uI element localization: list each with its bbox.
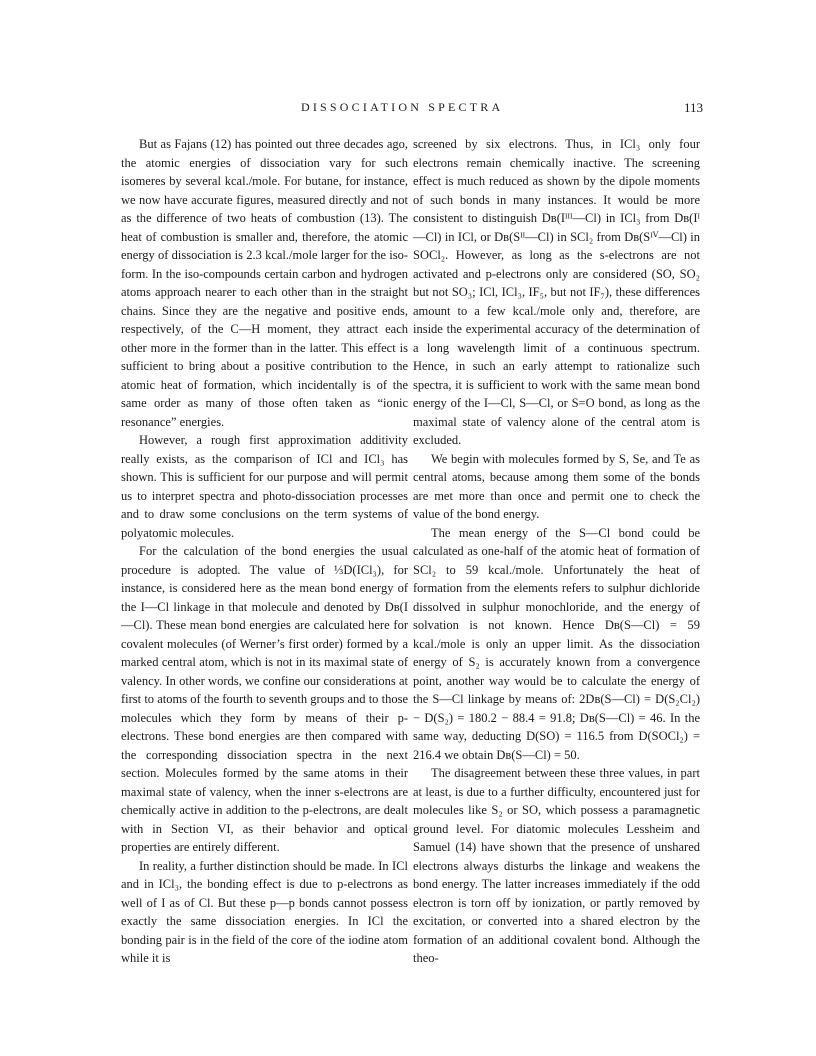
- right-column: [413, 135, 700, 968]
- left-column: [121, 135, 408, 968]
- page-header: [121, 100, 703, 120]
- page-number: 113: [683, 100, 703, 115]
- paragraph: The mean energy of the S—Cl bond could be calculated as one-half of the atomic heat of formation of SCl₂ to 59 kcal./mole. Unfortunately the heat of formation from the elements refers to sulphur dichloride dissolved in sulphur monochloride, and the energy of solvation is not known. Hence Dʙ(S—Cl) = 59 kcal./mole is only an upper limit. As the dissociation energy of S₂ is accurately known from a convergence point, another way would be to calculate the energy of the S—Cl linkage by means of: 2Dʙ(S—Cl) = D(S₂Cl₂) − D(S₂) = 180.2 − 88.4 = 91.8; Dʙ(S—Cl) = 46. In the same way, deducting D(SO) = 116.5 from D(SOCl₂) = 216.4 we obtain Dʙ(S—Cl) = 50.: [413, 525, 700, 762]
- paragraph: In reality, a further distinction should be made. In ICl and in ICl₃, the bonding effect is due to p-electrons as well of I as of Cl. But these p—p bonds cannot possess exactly the same dissociation energies. In ICl the bonding pair is in the field of the core of the iodine atom while it is: [121, 858, 408, 965]
- paragraph: However, a rough first approximation additivity really exists, as the comparison of ICl and ICl₃ has shown. This is sufficient for our purpose and will permit us to interpret spectra and photo-dissociation processes and to draw some conclusions on the term systems of polyatomic molecules.: [121, 433, 408, 540]
- paragraph: For the calculation of the bond energies the usual procedure is adopted. The value of ⅓D(ICl₃), for instance, is considered here as the mean bond energy of the I—Cl linkage in that molecule and denoted by Dʙ(I—Cl). These mean bond energies are calculated here for covalent molecules (of Werner’s first order) formed by a marked central atom, which is not in its maximal state of valency. In other words, we confine our considerations at first to atoms of the fourth to seventh groups and to those molecules which they form by means of their p-electrons. These bond energies are then compared with the corresponding dissociation spectra in the next section. Molecules formed by the same atoms in their maximal state of valency, when the inner s-electrons are chemically active in addition to the p-electrons, are dealt with in Section VI, as their behavior and optical properties are entirely different.: [121, 544, 408, 854]
- paragraph: The disagreement between these three values, in part at least, is due to a further difficulty, encountered just for molecules like S₂ or SO, which possess a paramagnetic ground level. For diatomic molecules Lessheim and Samuel (14) have shown that the presence of unshared electrons always disturbs the linkage and weakens the bond energy. The latter increases immediately if the odd electron is torn off by ionization, or partly removed by excitation, or converted into a shared electron by the formation of an additional covalent bond. Although the theo-: [413, 766, 700, 965]
- paragraph: We begin with molecules formed by S, Se, and Te as central atoms, because among them some of the bonds are met more than once and permit one to check the value of the bond energy.: [413, 451, 700, 521]
- paragraph: screened by six electrons. Thus, in ICl₃ only four electrons remain chemically inactive. The screening effect is much reduced as shown by the dipole moments of such bonds in many instances. It would be more consistent to distinguish Dʙ(Iᴵᴵᴵ—Cl) in ICl₃ from Dʙ(Iᴵ—Cl) in ICl, or Dʙ(Sᴵᴵ—Cl) in SCl₂ from Dʙ(Sᴵⱽ—Cl) in SOCl₂. However, as long as the s-electrons are not activated and p-electrons only are considered (SO, SO₂ but not SO₃; ICl, ICl₃, IF₅, but not IF₇), these differences amount to a few kcal./mole only and, therefore, are inside the experimental accuracy of the determination of a long wavelength limit of a continuous spectrum. Hence, in such an early attempt to rationalize such spectra, it is sufficient to work with the same mean bond energy of the I—Cl, S—Cl, or S=O bond, as long as the maximal state of valency alone of the central atom is excluded.: [413, 137, 700, 447]
- paragraph: But as Fajans (12) has pointed out three decades ago, the atomic energies of dissociation vary for such isomeres by several kcal./mole. For butane, for instance, we now have accurate figures, measured directly and not as the difference of two heats of combustion (13). The heat of combustion is smaller and, therefore, the atomic energy of dissociation is 2.3 kcal./mole larger for the iso-form. In the iso-compounds certain carbon and hydrogen atoms approach nearer to each other than in the straight chains. Since they are the negative and positive ends, respectively, of the C—H moment, they attract each other more in the former than in the latter. This effect is sufficient to bring about a positive contribution to the atomic heat of formation, which incidentally is of the same order as many of those often taken as “ionic resonance” energies.: [121, 137, 408, 429]
- running-head: DISSOCIATION SPECTRA: [301, 100, 504, 114]
